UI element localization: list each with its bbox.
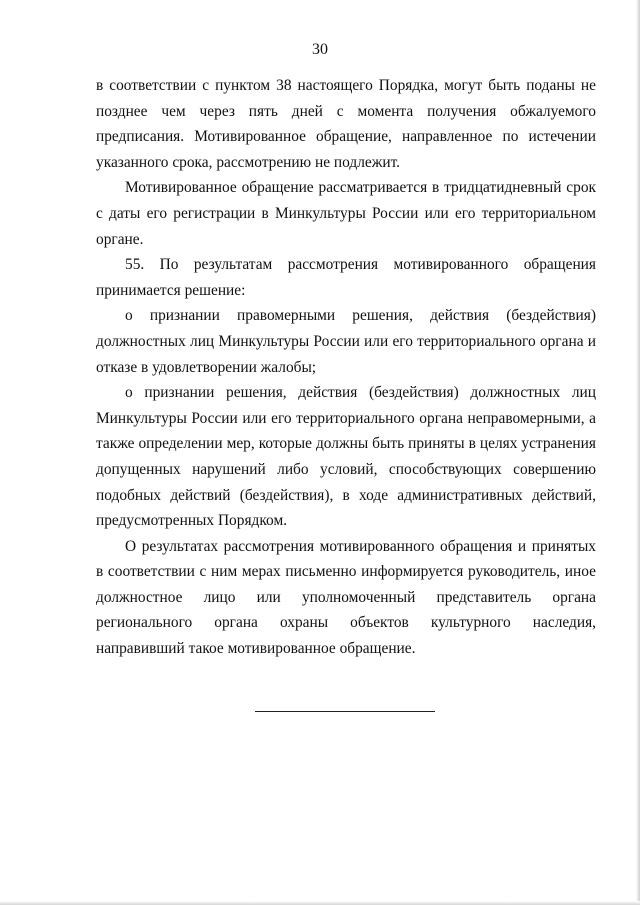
end-separator-line: [255, 711, 435, 712]
document-body: [96, 73, 596, 662]
page-edge-shadow-right: [636, 0, 640, 905]
paragraph-continuation: в соответствии с пунктом 38 настоящего Порядка, могут быть поданы не позднее чем через пять дней с момента получения обжалуемого предписания. Мотивированное обращение, направленное по истечении указанного срока, рассмотрению не подлежит.: [96, 77, 596, 171]
paragraph-decision-unlawful: о признании решения, действия (бездействия) должностных лиц Минкультуры России или его территориального органа неправомерными, а также определении мер, которые должны быть приняты в целях устранения допущенных нарушений либо условий, способствующих совершению подобных действий (бездействия), в ходе административных действий, предусмотренных Порядком.: [96, 384, 596, 530]
page-edge-shadow-bottom: [0, 901, 640, 905]
page-number: 30: [312, 41, 328, 58]
paragraph-review-period: Мотивированное обращение рассматривается в тридцатидневный срок с даты его регистрации в Минкультуры России или его территориальном органе.: [96, 179, 596, 248]
paragraph-decision-lawful: о признании правомерными решения, действия (бездействия) должностных лиц Минкультуры России или его территориального органа и отказе в удовлетворении жалобы;: [96, 307, 596, 376]
paragraph-notification: О результатах рассмотрения мотивированного обращения и принятых в соответствии с ним мерах письменно информируется руководитель, иное должностное лицо или уполномоченный представитель органа регионального органа охраны объектов культурного наследия, направивший такое мотивированное обращение.: [96, 537, 596, 658]
paragraph-clause-55: 55. По результатам рассмотрения мотивированного обращения принимается решение:: [96, 256, 596, 299]
